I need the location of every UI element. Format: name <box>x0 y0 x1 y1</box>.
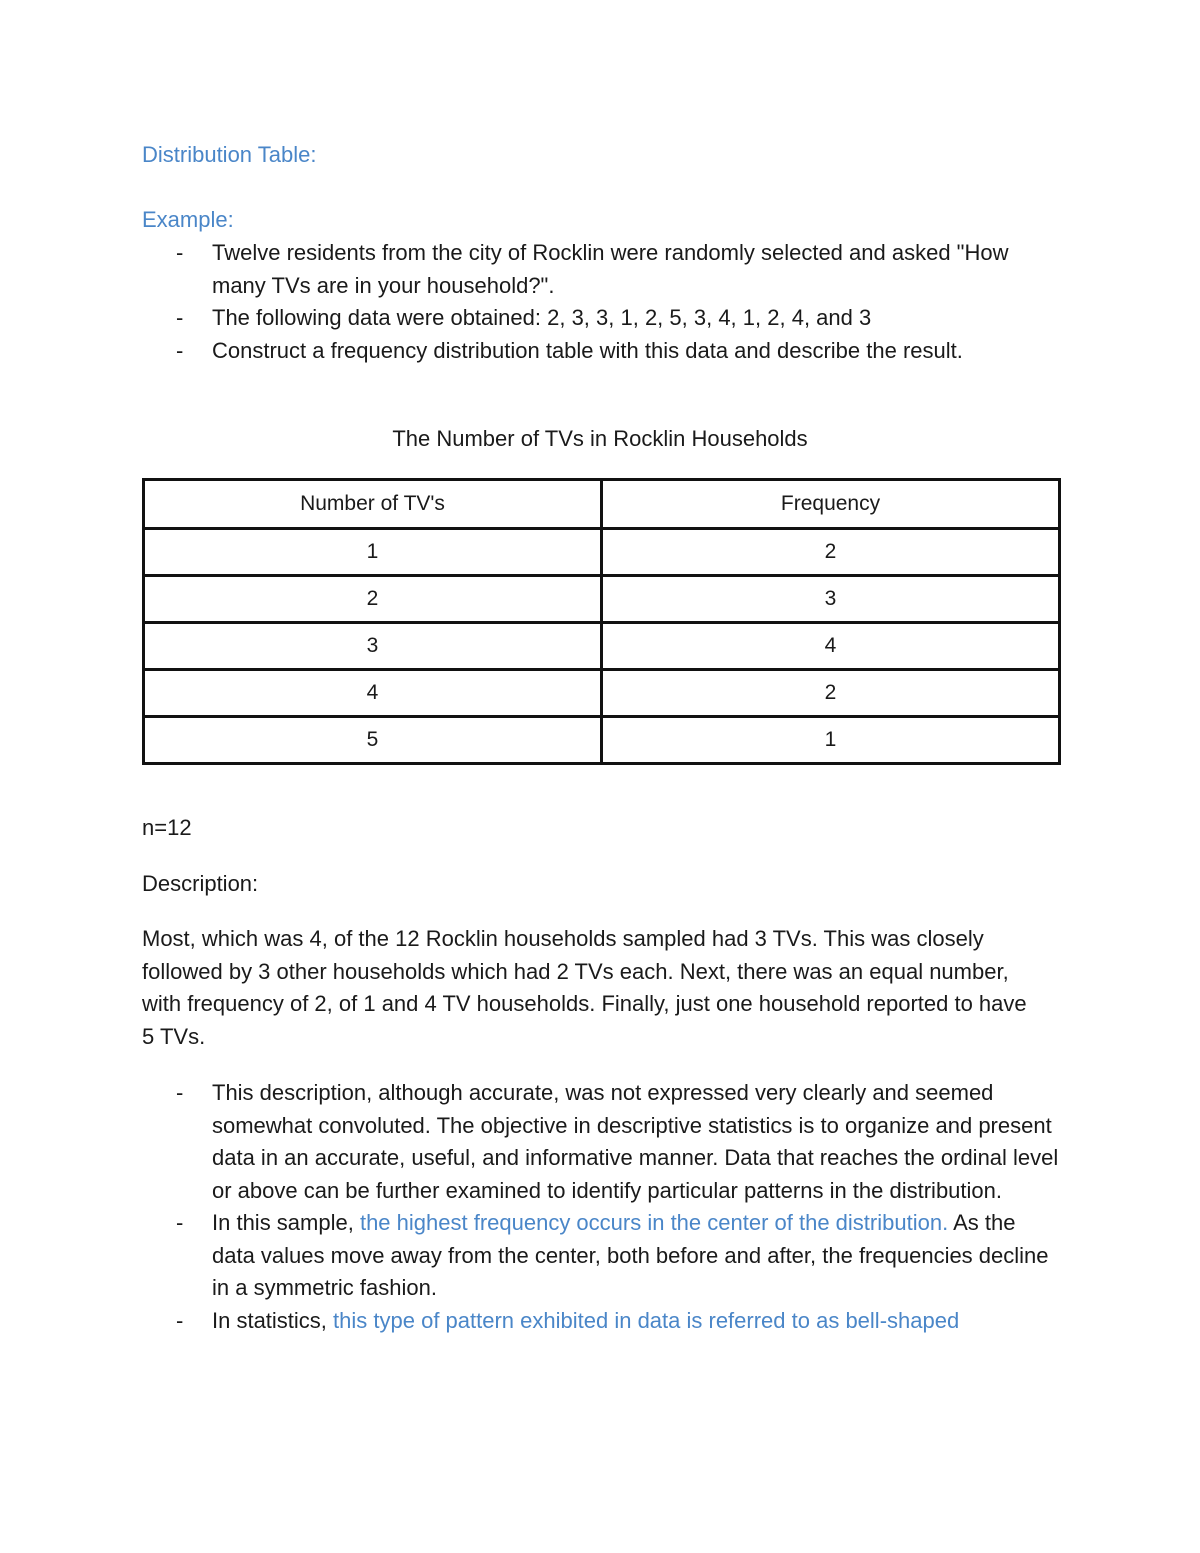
notes-bullet-list <box>142 1077 1062 1337</box>
bullet-dash: - <box>176 1080 184 1105</box>
bullet-dash: - <box>176 305 184 330</box>
list-item <box>142 1077 1062 1207</box>
column-header-number-of-tvs: Number of TV's <box>144 480 602 529</box>
note-suffix: As the data values move away from the center, both before and after, the frequencies decline in a symmetric fashion. <box>212 1210 1049 1300</box>
bullet-dash: - <box>176 1210 184 1235</box>
cell-frequency: 2 <box>602 670 1060 717</box>
example-bullet-list <box>142 237 1062 367</box>
table-row <box>144 576 1060 623</box>
cell-number-of-tvs: 2 <box>144 576 602 623</box>
list-item <box>142 1305 1062 1338</box>
note-prefix: In statistics, <box>212 1307 334 1333</box>
bullet-dash: - <box>176 240 184 265</box>
cell-frequency: 1 <box>602 717 1060 764</box>
table-row <box>144 670 1060 717</box>
description-paragraph: Most, which was 4, of the 12 Rocklin households sampled had 3 TVs. This was closely followed by 3 other households which had 2 TVs each. Next, there was an equal number, with frequency of 2, of 1 and 4 TV households. Finally, just one household reported to have 5 TVs. <box>142 926 1027 1049</box>
cell-number-of-tvs: 1 <box>144 529 602 576</box>
column-header-frequency: Frequency <box>602 480 1060 529</box>
example-label: Example: <box>142 207 234 232</box>
note-highlight: this type of pattern exhibited in data is referred to as bell-shaped <box>333 1307 960 1333</box>
cell-frequency: 2 <box>602 529 1060 576</box>
list-item <box>142 1207 1062 1305</box>
example-bullet-text: Construct a frequency distribution table with this data and describe the result. <box>212 337 963 363</box>
note-prefix: In this sample, <box>212 1210 360 1235</box>
cell-number-of-tvs: 5 <box>144 717 602 764</box>
cell-number-of-tvs: 3 <box>144 623 602 670</box>
cell-number-of-tvs: 4 <box>144 670 602 717</box>
sample-size: n=12 <box>142 815 192 840</box>
table-row <box>144 623 1060 670</box>
list-item <box>142 335 1062 368</box>
table-row <box>144 529 1060 576</box>
table-header-row <box>144 480 1060 529</box>
note-text: This description, although accurate, was not expressed very clearly and seemed somewhat convoluted. The objective in descriptive statistics is to organize and present data in an accurate, useful, and informative manner. Data that reaches the ordinal level or above can be further examined to identify particular patterns in the distribution. <box>212 1080 1059 1203</box>
list-item <box>142 237 1062 302</box>
bullet-dash: - <box>176 1307 184 1333</box>
list-item <box>142 302 1062 335</box>
table-title: The Number of TVs in Rocklin Households <box>392 426 808 451</box>
note-highlight: the highest frequency occurs in the center of the distribution. <box>359 1210 949 1235</box>
frequency-table <box>142 478 1061 765</box>
cell-frequency: 4 <box>602 623 1060 670</box>
cell-frequency: 3 <box>602 576 1060 623</box>
example-bullet-text: The following data were obtained: 2, 3, 3, 1, 2, 5, 3, 4, 1, 2, 4, and 3 <box>212 305 872 330</box>
bullet-dash: - <box>176 337 184 363</box>
table-row <box>144 717 1060 764</box>
description-label: Description: <box>142 871 259 896</box>
example-bullet-text: Twelve residents from the city of Rocklin were randomly selected and asked "How many TVs are in your household?". <box>212 240 1009 298</box>
section-heading: Distribution Table: <box>142 142 317 167</box>
